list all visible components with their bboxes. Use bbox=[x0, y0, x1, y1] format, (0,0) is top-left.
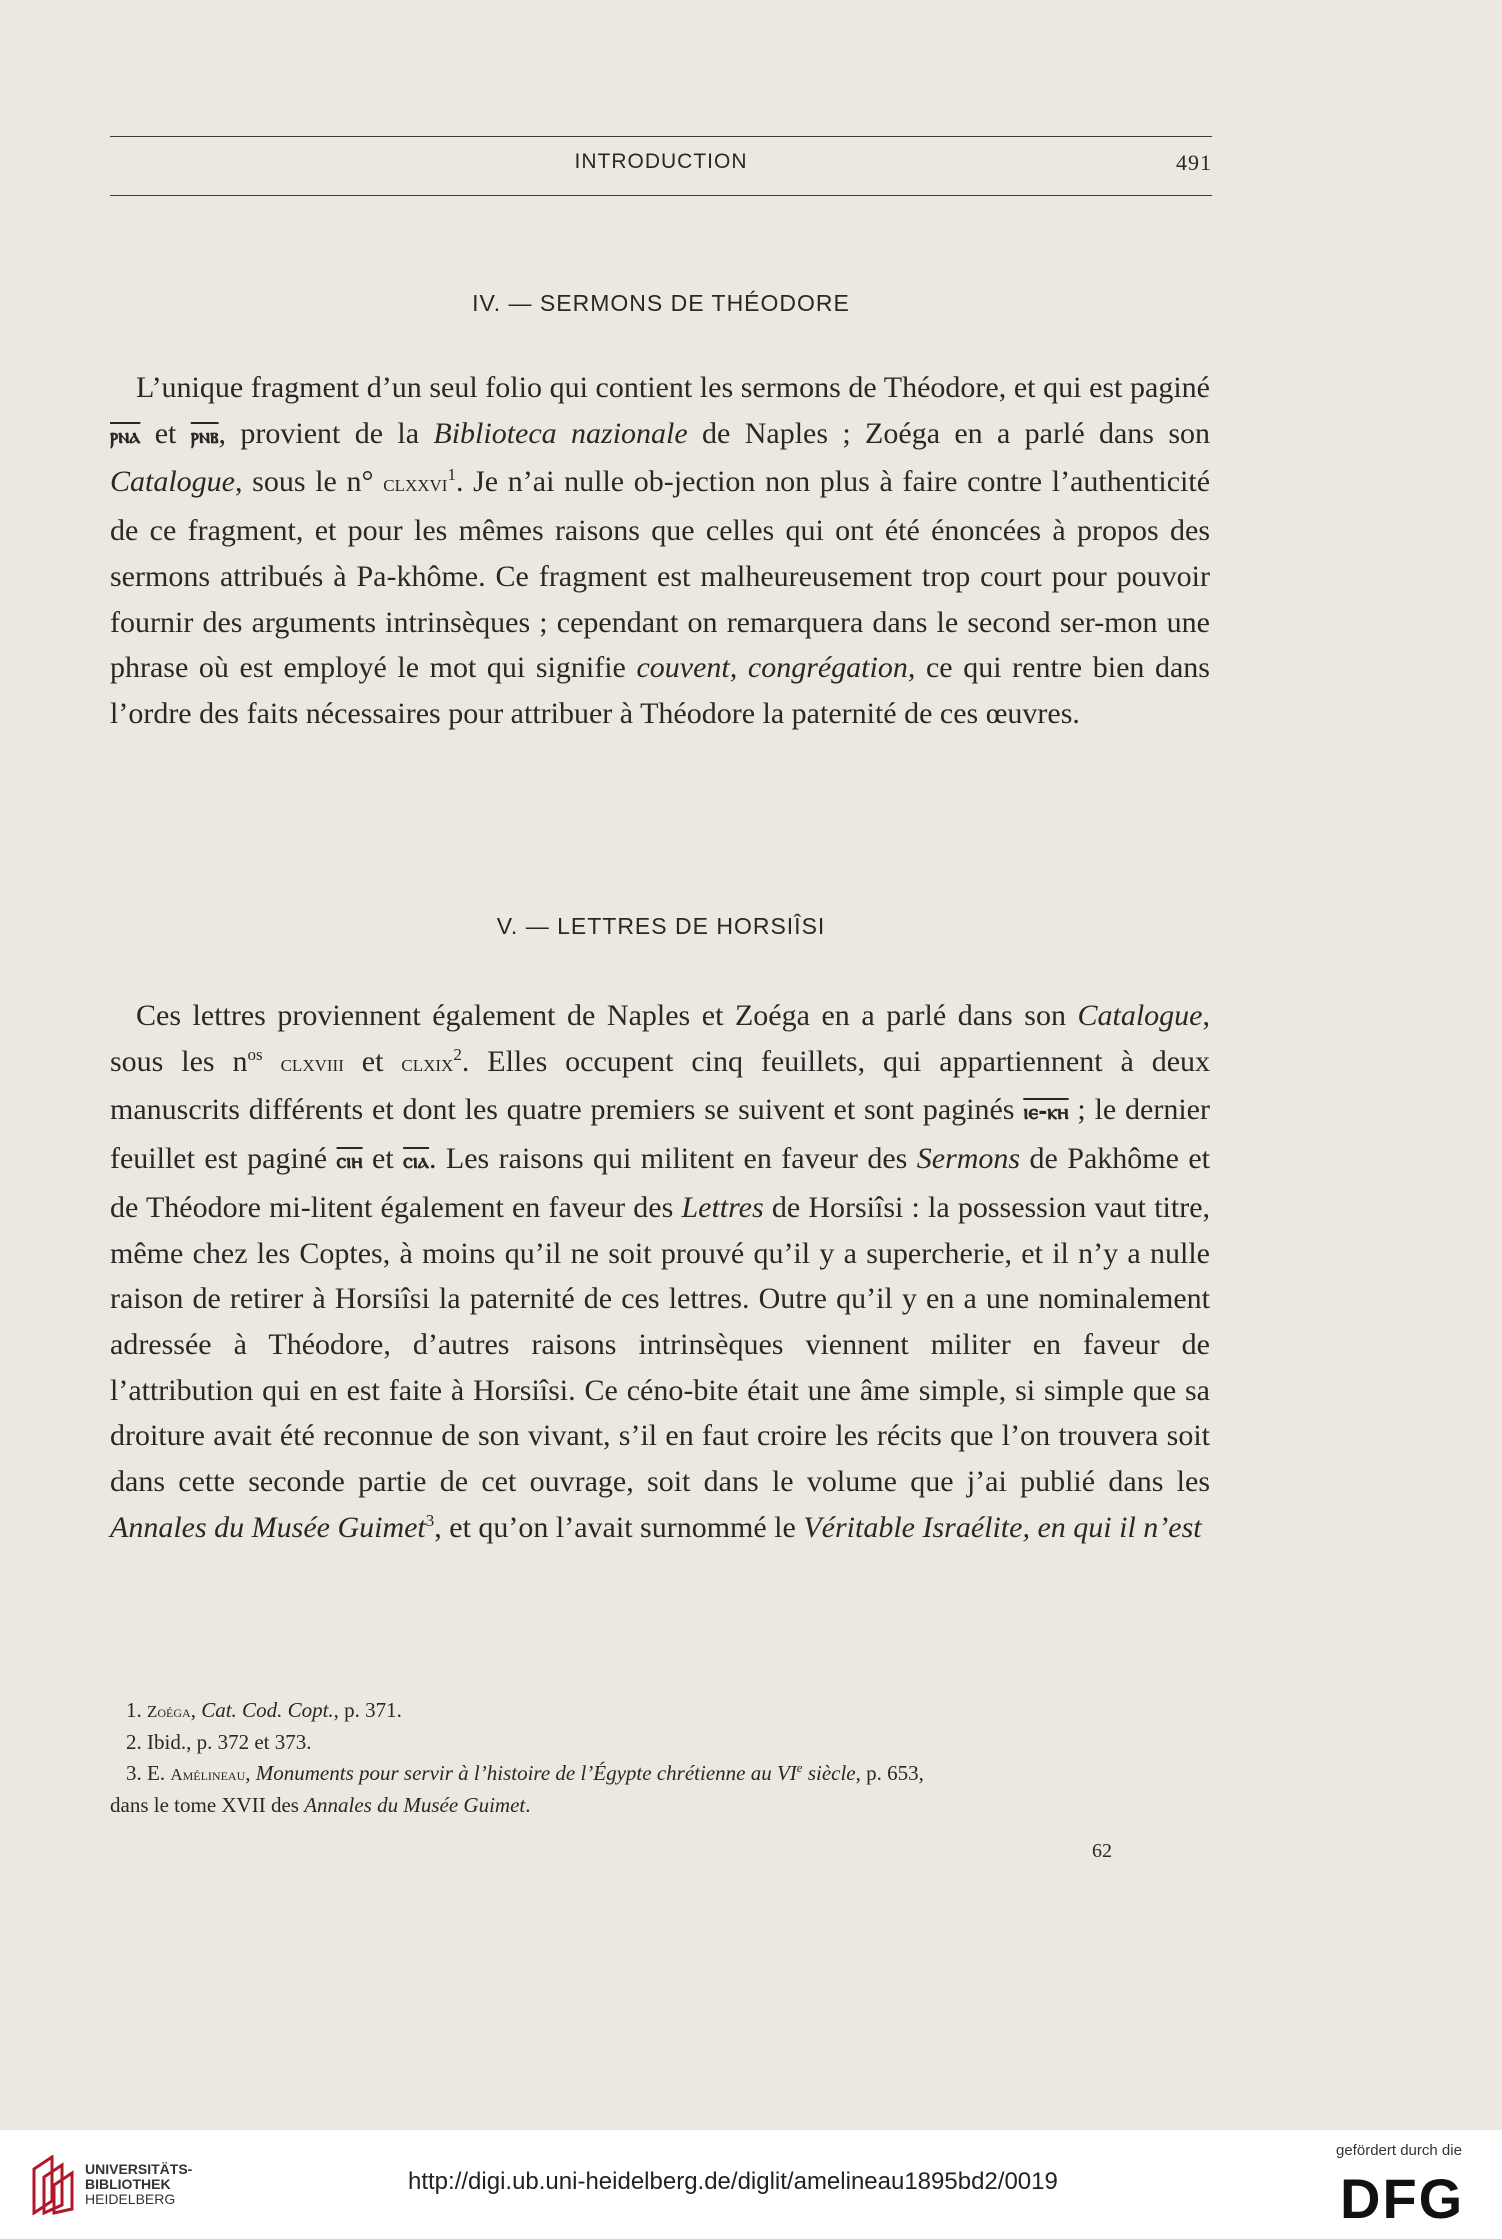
running-head-title: INTRODUCTION bbox=[574, 150, 748, 173]
university-library-logo-icon bbox=[30, 2155, 76, 2215]
dfg-logo: DFG bbox=[1340, 2167, 1465, 2230]
coptic-pagination: ⲓⲉ-ⲕⲏ bbox=[1023, 1100, 1069, 1126]
library-name: UNIVERSITÄTS- BIBLIOTHEK HEIDELBERG bbox=[85, 2161, 193, 2207]
top-rule bbox=[110, 136, 1212, 137]
footnotes bbox=[110, 1695, 1210, 1821]
footnote-ref: 1 bbox=[447, 465, 456, 485]
header-bottom-rule bbox=[110, 195, 1212, 196]
footnote-3: 3. E. Amélineau, Monuments pour servir à l’histoire de l’Égypte chrétienne au VIe siècle, p. 653, bbox=[126, 1760, 924, 1785]
signature-mark: 62 bbox=[1092, 1840, 1112, 1862]
permalink-url[interactable]: http://digi.ub.uni-heidelberg.de/diglit/amelineau1895bd2/0019 bbox=[408, 2168, 1058, 2195]
footnote-2: 2. Ibid., p. 372 et 373. bbox=[126, 1730, 312, 1754]
footnote-ref: 2 bbox=[453, 1044, 462, 1064]
coptic-pagination: ⲣⲛⲃ bbox=[190, 423, 219, 449]
footnote-3-continuation: dans le tome XVII des Annales du Musée Guimet. bbox=[110, 1793, 531, 1817]
section-heading-iv: IV. — SERMONS DE THÉODORE bbox=[472, 290, 850, 316]
footnote-1: 1. Zoéga, Cat. Cod. Copt., p. 371. bbox=[126, 1698, 402, 1722]
paragraph-sermons-theodore: L’unique fragment d’un seul folio qui contient les sermons de Théodore, et qui est paginé ⲣⲛⲁ et ⲣⲛⲃ, provient de la Biblioteca nazionale de Naples ; Zoéga en a parlé dans son Catalogue, sous le n° clxxvi$^1$. Je n’ai nulle ob-jection non plus à faire contre l’authenticité de ce fragment, et pour les mêmes raisons que celles qui ont été énoncées à propos des sermons attribués à Pa-khôme. Ce fragment est malheureusement trop court pour pouvoir fournir des arguments intrinsèques ; cependant on remarquera dans le second ser-mon une phrase où est employé le mot qui signifie couvent, congrégation, ce qui rentre bien dans l’ordre des faits nécessaires pour attribuer à Théodore la paternité de ces œuvres. bbox=[110, 371, 1211, 730]
digitization-footer bbox=[0, 2130, 1502, 2239]
paragraph-lettres-horsiisi: Ces lettres proviennent également de Naples et Zoéga en a parlé dans son Catalogue, sous les $n^{os}$ clxviii et clxix$^2$. Elles occupent cinq feuillets, qui appartiennent à deux manuscrits différents et dont les quatre premiers se suivent et sont paginés ⲓⲉ-ⲕⲏ ; le dernier feuillet est paginé ⲥⲓⲏ et ⲥⲓⲁ. Les raisons qui militent en faveur des Sermons de Pakhôme et de Théodore mi-litent également en faveur des Lettres de Horsiîsi : la possession vaut titre, même chez les Coptes, à moins qu’il ne soit prouvé qu’il y a supercherie, et il n’y a nulle raison de retirer à Horsiîsi la paternité de ces lettres. Outre qu’il y en a une nominalement adressée à Théodore, d’autres raisons intrinsèques viennent militer en faveur de l’attribution qui en est faite à Horsiîsi. Ce céno-bite était une âme simple, si simple que sa droiture avait été reconnue de son vivant, s’il en faut croire les récits que l’on trouvera soit dans cette seconde partie de cet ouvrage, soit dans le volume que j’ai publié dans les Annales du Musée Guimet$^3$, et qu’on l’avait surnommé le Véritable Israélite, en qui il n’est bbox=[110, 999, 1211, 1544]
footnote-ref: 3 bbox=[425, 1510, 435, 1530]
coptic-pagination: ⲣⲛⲁ bbox=[110, 423, 141, 449]
page-number: 491 bbox=[1176, 150, 1212, 175]
coptic-pagination: ⲥⲓⲁ bbox=[403, 1149, 429, 1175]
funder-caption: gefördert durch die bbox=[1336, 2142, 1462, 2159]
coptic-pagination: ⲥⲓⲏ bbox=[336, 1149, 363, 1175]
section-heading-v: V. — LETTRES DE HORSIÎSI bbox=[496, 913, 826, 939]
